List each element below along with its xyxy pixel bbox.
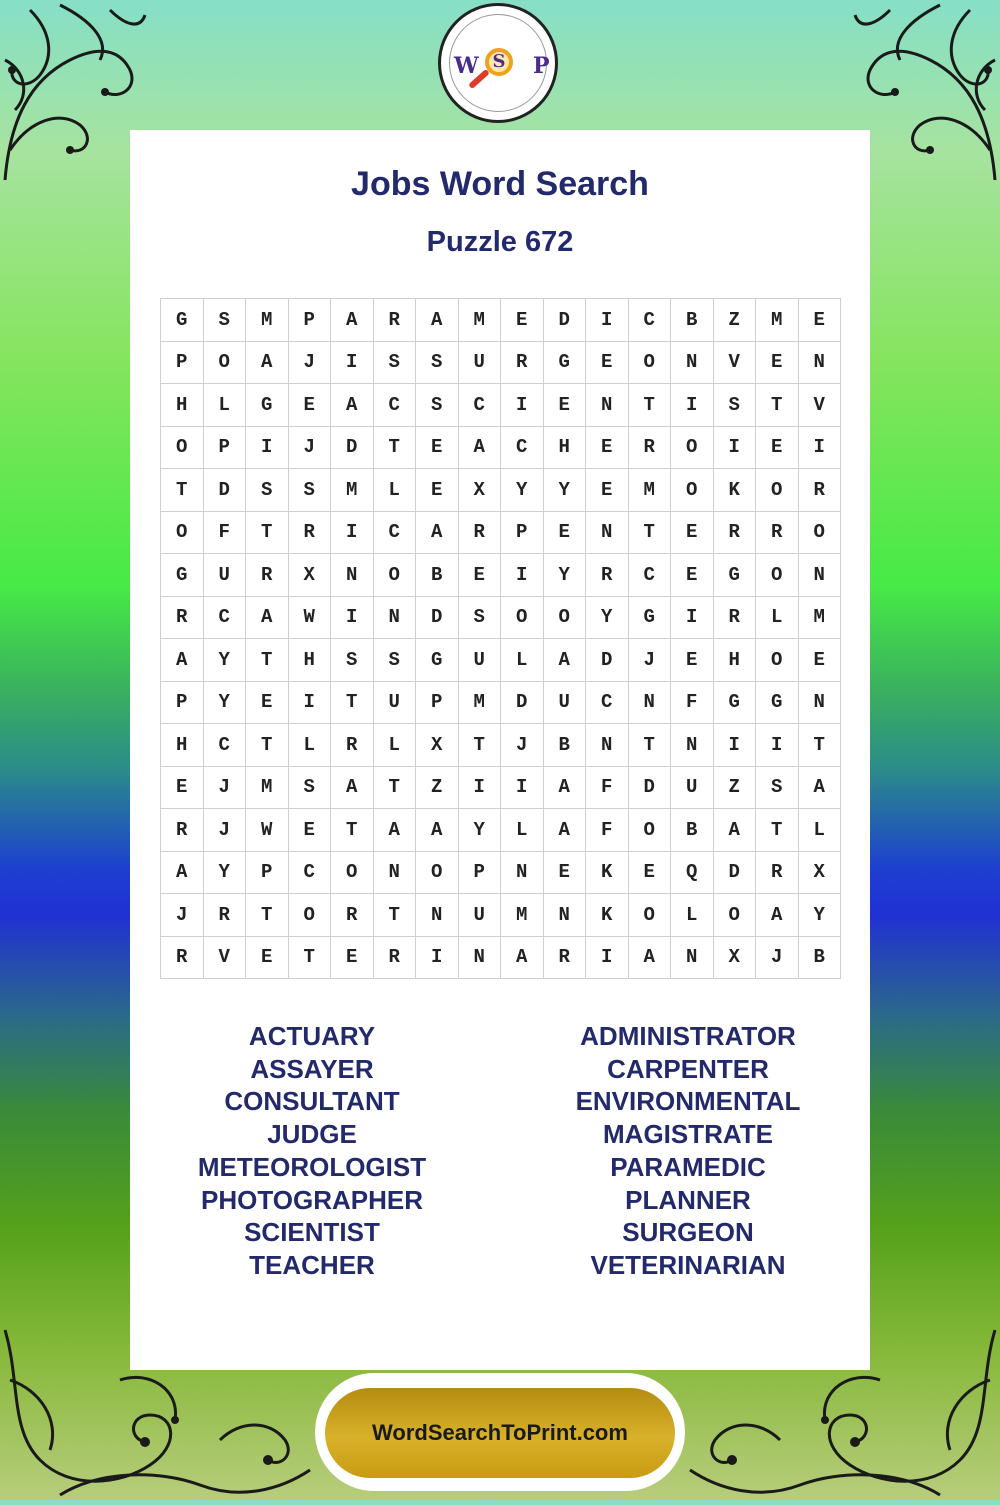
grid-cell[interactable]: L <box>501 639 544 682</box>
grid-cell[interactable]: P <box>246 852 289 895</box>
grid-cell[interactable]: X <box>289 554 332 597</box>
grid-cell[interactable]: D <box>501 682 544 725</box>
word-list-item: ENVIRONMENTAL <box>575 1086 801 1117</box>
grid-cell[interactable]: Y <box>204 682 247 725</box>
grid-cell[interactable]: O <box>331 852 374 895</box>
grid-cell[interactable]: U <box>671 767 714 810</box>
grid-cell[interactable]: A <box>416 512 459 555</box>
grid-cell[interactable]: N <box>331 554 374 597</box>
grid-cell[interactable]: S <box>289 767 332 810</box>
grid-cell[interactable]: M <box>246 767 289 810</box>
grid-cell[interactable]: I <box>671 384 714 427</box>
grid-cell[interactable]: R <box>756 852 799 895</box>
grid-cell[interactable]: M <box>501 894 544 937</box>
word-list-item: PLANNER <box>625 1184 751 1215</box>
grid-cell[interactable]: R <box>501 342 544 385</box>
grid-cell[interactable]: T <box>374 427 417 470</box>
grid-cell[interactable]: L <box>671 894 714 937</box>
letter-grid[interactable] <box>160 298 841 979</box>
grid-cell[interactable]: S <box>374 639 417 682</box>
grid-cell[interactable]: D <box>714 852 757 895</box>
grid-cell[interactable]: T <box>374 767 417 810</box>
grid-cell[interactable]: J <box>289 427 332 470</box>
grid-cell[interactable]: G <box>629 597 672 640</box>
grid-cell[interactable]: F <box>586 767 629 810</box>
grid-cell[interactable]: R <box>289 512 332 555</box>
grid-cell[interactable]: U <box>204 554 247 597</box>
grid-cell[interactable]: O <box>756 554 799 597</box>
grid-cell[interactable]: Y <box>799 894 842 937</box>
grid-cell[interactable]: C <box>629 299 672 342</box>
page-title: Jobs Word Search <box>351 165 649 203</box>
grid-cell[interactable]: Q <box>671 852 714 895</box>
grid-cell[interactable]: N <box>586 512 629 555</box>
grid-cell[interactable]: I <box>331 342 374 385</box>
grid-cell[interactable]: U <box>374 682 417 725</box>
grid-cell[interactable]: J <box>289 342 332 385</box>
grid-cell[interactable]: C <box>374 512 417 555</box>
grid-cell[interactable]: I <box>416 937 459 980</box>
grid-cell[interactable]: E <box>459 554 502 597</box>
grid-cell[interactable]: A <box>629 937 672 980</box>
grid-cell[interactable]: E <box>799 639 842 682</box>
grid-cell[interactable]: Y <box>501 469 544 512</box>
grid-cell[interactable]: T <box>629 384 672 427</box>
word-list-item: SCIENTIST <box>244 1217 380 1248</box>
grid-cell[interactable]: W <box>289 597 332 640</box>
grid-cell[interactable]: O <box>756 469 799 512</box>
grid-cell[interactable]: T <box>756 384 799 427</box>
grid-cell[interactable]: A <box>416 809 459 852</box>
grid-cell[interactable]: L <box>289 724 332 767</box>
grid-cell[interactable]: Y <box>204 852 247 895</box>
grid-cell[interactable]: N <box>544 894 587 937</box>
word-list-item: ACTUARY <box>248 1021 376 1051</box>
grid-cell[interactable]: G <box>416 639 459 682</box>
wsp-logo[interactable] <box>438 3 558 123</box>
word-list-left <box>147 1020 477 1282</box>
grid-cell[interactable]: J <box>204 809 247 852</box>
grid-cell[interactable]: E <box>544 512 587 555</box>
grid-cell[interactable]: G <box>756 682 799 725</box>
grid-cell[interactable]: R <box>756 512 799 555</box>
word-list-item: TEACHER <box>249 1249 375 1280</box>
grid-cell[interactable]: I <box>671 597 714 640</box>
grid-cell[interactable]: R <box>544 937 587 980</box>
corner-ornament-top-left <box>0 0 150 190</box>
grid-cell[interactable]: V <box>204 937 247 980</box>
word-list-item: PHOTOGRAPHER <box>201 1184 423 1215</box>
grid-cell[interactable]: F <box>204 512 247 555</box>
grid-cell[interactable]: E <box>161 767 204 810</box>
puzzle-number: Puzzle 672 <box>426 226 574 258</box>
grid-cell[interactable]: G <box>714 554 757 597</box>
word-list-item: JUDGE <box>267 1119 357 1150</box>
grid-cell[interactable]: E <box>799 299 842 342</box>
grid-cell[interactable]: G <box>161 299 204 342</box>
grid-cell[interactable]: N <box>416 894 459 937</box>
grid-cell[interactable]: R <box>459 512 502 555</box>
grid-cell[interactable]: E <box>671 554 714 597</box>
grid-cell[interactable]: J <box>161 894 204 937</box>
grid-cell[interactable]: B <box>544 724 587 767</box>
grid-cell[interactable]: U <box>459 639 502 682</box>
grid-cell[interactable]: R <box>161 937 204 980</box>
grid-cell[interactable]: D <box>204 469 247 512</box>
grid-cell[interactable]: L <box>374 724 417 767</box>
grid-cell[interactable]: A <box>756 894 799 937</box>
grid-cell[interactable]: E <box>671 639 714 682</box>
grid-cell[interactable]: E <box>331 937 374 980</box>
grid-cell[interactable]: L <box>799 809 842 852</box>
grid-cell[interactable]: E <box>416 427 459 470</box>
grid-cell[interactable]: S <box>416 342 459 385</box>
grid-cell[interactable]: O <box>756 639 799 682</box>
logo-letter-w: W <box>454 53 479 79</box>
grid-cell[interactable]: M <box>459 299 502 342</box>
grid-cell[interactable]: A <box>544 809 587 852</box>
grid-cell[interactable]: A <box>331 299 374 342</box>
grid-cell[interactable]: R <box>331 724 374 767</box>
word-list-item: MAGISTRATE <box>603 1119 773 1150</box>
grid-cell[interactable]: K <box>714 469 757 512</box>
grid-cell[interactable]: O <box>629 809 672 852</box>
grid-cell[interactable]: C <box>586 682 629 725</box>
grid-cell[interactable]: R <box>374 299 417 342</box>
grid-cell[interactable]: T <box>799 724 842 767</box>
grid-cell[interactable]: J <box>204 767 247 810</box>
grid-cell[interactable]: A <box>246 342 289 385</box>
grid-cell[interactable]: T <box>289 937 332 980</box>
grid-cell[interactable]: N <box>629 682 672 725</box>
grid-cell[interactable]: P <box>501 512 544 555</box>
grid-cell[interactable]: A <box>544 639 587 682</box>
grid-cell[interactable]: A <box>161 639 204 682</box>
grid-cell[interactable]: B <box>799 937 842 980</box>
grid-cell[interactable]: O <box>501 597 544 640</box>
grid-cell[interactable]: E <box>246 682 289 725</box>
grid-cell[interactable]: R <box>586 554 629 597</box>
logo-letter-s: S <box>492 51 506 72</box>
grid-cell[interactable]: I <box>331 512 374 555</box>
grid-cell[interactable]: G <box>161 554 204 597</box>
grid-cell[interactable]: Y <box>544 554 587 597</box>
grid-cell[interactable]: T <box>161 469 204 512</box>
grid-cell[interactable]: E <box>586 427 629 470</box>
grid-cell[interactable]: N <box>586 724 629 767</box>
grid-cell[interactable]: H <box>544 427 587 470</box>
grid-cell[interactable]: N <box>671 724 714 767</box>
grid-cell[interactable]: Z <box>714 767 757 810</box>
grid-cell[interactable]: O <box>671 427 714 470</box>
grid-cell[interactable]: T <box>246 724 289 767</box>
grid-cell[interactable]: O <box>629 894 672 937</box>
grid-cell[interactable]: O <box>204 342 247 385</box>
grid-cell[interactable]: R <box>161 597 204 640</box>
grid-cell[interactable]: A <box>374 809 417 852</box>
grid-cell[interactable]: S <box>416 384 459 427</box>
grid-cell[interactable]: S <box>289 469 332 512</box>
grid-cell[interactable]: Z <box>714 299 757 342</box>
grid-cell[interactable]: I <box>586 937 629 980</box>
grid-cell[interactable]: T <box>331 809 374 852</box>
grid-cell[interactable]: B <box>416 554 459 597</box>
grid-cell[interactable]: O <box>161 512 204 555</box>
grid-cell[interactable]: A <box>714 809 757 852</box>
grid-cell[interactable]: T <box>331 682 374 725</box>
grid-cell[interactable]: G <box>544 342 587 385</box>
grid-cell[interactable]: K <box>586 894 629 937</box>
grid-cell[interactable]: T <box>374 894 417 937</box>
grid-cell[interactable]: O <box>374 554 417 597</box>
grid-cell[interactable]: T <box>459 724 502 767</box>
grid-cell[interactable]: R <box>204 894 247 937</box>
grid-cell[interactable]: G <box>246 384 289 427</box>
grid-cell[interactable]: C <box>204 724 247 767</box>
grid-cell[interactable]: P <box>161 342 204 385</box>
grid-cell[interactable]: G <box>714 682 757 725</box>
grid-cell[interactable]: V <box>799 384 842 427</box>
grid-cell[interactable]: R <box>161 809 204 852</box>
grid-cell[interactable]: Z <box>416 767 459 810</box>
grid-cell[interactable]: R <box>714 512 757 555</box>
grid-cell[interactable]: Y <box>459 809 502 852</box>
grid-cell[interactable]: Y <box>586 597 629 640</box>
grid-cell[interactable]: S <box>756 767 799 810</box>
grid-cell[interactable]: N <box>586 384 629 427</box>
grid-cell[interactable]: P <box>161 682 204 725</box>
word-list-item: ASSAYER <box>250 1053 374 1084</box>
grid-cell[interactable]: C <box>374 384 417 427</box>
grid-cell[interactable]: L <box>501 809 544 852</box>
grid-cell[interactable]: I <box>501 384 544 427</box>
grid-cell[interactable]: C <box>204 597 247 640</box>
site-link-button[interactable] <box>325 1388 675 1478</box>
grid-cell[interactable]: E <box>756 427 799 470</box>
grid-cell[interactable]: O <box>416 852 459 895</box>
grid-cell[interactable]: D <box>331 427 374 470</box>
grid-cell[interactable]: H <box>161 724 204 767</box>
grid-cell[interactable]: P <box>416 682 459 725</box>
grid-cell[interactable]: I <box>756 724 799 767</box>
grid-cell[interactable]: F <box>586 809 629 852</box>
grid-cell[interactable]: D <box>629 767 672 810</box>
word-list-right <box>523 1020 853 1282</box>
grid-cell[interactable]: A <box>544 767 587 810</box>
grid-cell[interactable]: U <box>459 894 502 937</box>
grid-cell[interactable]: E <box>544 852 587 895</box>
grid-cell[interactable]: R <box>629 427 672 470</box>
grid-cell[interactable]: J <box>501 724 544 767</box>
grid-cell[interactable]: X <box>714 937 757 980</box>
grid-cell[interactable]: I <box>714 427 757 470</box>
grid-cell[interactable]: K <box>586 852 629 895</box>
grid-cell[interactable]: T <box>629 512 672 555</box>
grid-cell[interactable]: T <box>246 639 289 682</box>
grid-cell[interactable]: J <box>756 937 799 980</box>
grid-cell[interactable]: C <box>459 384 502 427</box>
grid-cell[interactable]: O <box>544 597 587 640</box>
grid-cell[interactable]: L <box>756 597 799 640</box>
grid-cell[interactable]: E <box>289 809 332 852</box>
grid-cell[interactable]: N <box>799 554 842 597</box>
grid-cell[interactable]: S <box>714 384 757 427</box>
grid-cell[interactable]: O <box>671 469 714 512</box>
grid-cell[interactable]: B <box>671 299 714 342</box>
grid-cell[interactable]: U <box>544 682 587 725</box>
grid-cell[interactable]: D <box>586 639 629 682</box>
grid-cell[interactable]: I <box>459 767 502 810</box>
grid-cell[interactable]: C <box>629 554 672 597</box>
grid-cell[interactable]: E <box>289 384 332 427</box>
grid-cell[interactable]: S <box>459 597 502 640</box>
grid-cell[interactable]: P <box>204 427 247 470</box>
site-link-label: WordSearchToPrint.com <box>372 1420 628 1445</box>
grid-cell[interactable]: E <box>586 342 629 385</box>
grid-cell[interactable]: I <box>501 554 544 597</box>
grid-cell[interactable]: Y <box>544 469 587 512</box>
grid-cell[interactable]: D <box>544 299 587 342</box>
grid-cell[interactable]: I <box>331 597 374 640</box>
word-list-item: ADMINISTRATOR <box>580 1021 796 1051</box>
grid-cell[interactable]: E <box>246 937 289 980</box>
grid-cell[interactable]: A <box>501 937 544 980</box>
grid-cell[interactable]: C <box>289 852 332 895</box>
grid-cell[interactable]: N <box>799 342 842 385</box>
grid-cell[interactable]: T <box>246 894 289 937</box>
grid-cell[interactable]: X <box>416 724 459 767</box>
grid-cell[interactable]: O <box>289 894 332 937</box>
grid-cell[interactable]: S <box>331 639 374 682</box>
grid-cell[interactable]: E <box>756 342 799 385</box>
grid-cell[interactable]: D <box>416 597 459 640</box>
grid-cell[interactable]: Y <box>204 639 247 682</box>
grid-cell[interactable]: V <box>714 342 757 385</box>
grid-cell[interactable]: R <box>799 469 842 512</box>
grid-cell[interactable]: A <box>246 597 289 640</box>
grid-cell[interactable]: E <box>501 299 544 342</box>
grid-cell[interactable]: A <box>799 767 842 810</box>
logo-letter-p: P <box>533 53 550 79</box>
grid-cell[interactable]: J <box>629 639 672 682</box>
grid-cell[interactable]: M <box>799 597 842 640</box>
magnifier-icon <box>485 48 513 76</box>
grid-cell[interactable]: T <box>629 724 672 767</box>
grid-cell[interactable]: M <box>629 469 672 512</box>
grid-cell[interactable]: I <box>586 299 629 342</box>
grid-cell[interactable]: O <box>799 512 842 555</box>
grid-cell[interactable]: O <box>714 894 757 937</box>
grid-cell[interactable]: A <box>331 767 374 810</box>
grid-cell[interactable]: L <box>374 469 417 512</box>
word-list-item: METEOROLOGIST <box>197 1151 427 1182</box>
grid-cell[interactable]: E <box>671 512 714 555</box>
grid-cell[interactable]: E <box>586 469 629 512</box>
grid-cell[interactable]: I <box>246 427 289 470</box>
grid-cell[interactable]: E <box>416 469 459 512</box>
word-list-item: VETERINARIAN <box>590 1249 786 1280</box>
grid-cell[interactable]: A <box>161 852 204 895</box>
grid-cell[interactable]: T <box>246 512 289 555</box>
grid-cell[interactable]: N <box>459 937 502 980</box>
grid-cell[interactable]: M <box>459 682 502 725</box>
corner-ornament-top-right <box>850 0 1000 190</box>
grid-cell[interactable]: M <box>331 469 374 512</box>
grid-cell[interactable]: H <box>289 639 332 682</box>
grid-cell[interactable]: U <box>459 342 502 385</box>
grid-cell[interactable]: M <box>246 299 289 342</box>
grid-cell[interactable]: S <box>204 299 247 342</box>
grid-cell[interactable]: R <box>374 937 417 980</box>
grid-cell[interactable]: R <box>331 894 374 937</box>
grid-cell[interactable]: N <box>671 937 714 980</box>
grid-cell[interactable]: P <box>459 852 502 895</box>
grid-cell[interactable]: E <box>629 852 672 895</box>
grid-cell[interactable]: O <box>161 427 204 470</box>
grid-cell[interactable]: C <box>501 427 544 470</box>
grid-cell[interactable]: I <box>799 427 842 470</box>
grid-cell[interactable]: X <box>459 469 502 512</box>
grid-cell[interactable]: H <box>714 639 757 682</box>
grid-cell[interactable]: N <box>374 852 417 895</box>
word-list-item: CONSULTANT <box>224 1086 400 1117</box>
grid-cell[interactable]: N <box>374 597 417 640</box>
grid-cell[interactable]: H <box>161 384 204 427</box>
grid-cell[interactable]: M <box>756 299 799 342</box>
grid-cell[interactable]: A <box>459 427 502 470</box>
grid-cell[interactable]: T <box>756 809 799 852</box>
grid-cell[interactable]: O <box>629 342 672 385</box>
grid-cell[interactable]: W <box>246 809 289 852</box>
grid-cell[interactable]: P <box>289 299 332 342</box>
grid-cell[interactable]: N <box>799 682 842 725</box>
grid-cell[interactable]: F <box>671 682 714 725</box>
grid-cell[interactable]: E <box>544 384 587 427</box>
flourish-icon <box>0 0 150 190</box>
grid-cell[interactable]: X <box>799 852 842 895</box>
grid-cell[interactable]: R <box>246 554 289 597</box>
grid-cell[interactable]: N <box>671 342 714 385</box>
grid-cell[interactable]: S <box>246 469 289 512</box>
grid-cell[interactable]: I <box>289 682 332 725</box>
grid-cell[interactable]: A <box>331 384 374 427</box>
grid-cell[interactable]: I <box>714 724 757 767</box>
word-list-item: PARAMEDIC <box>610 1151 766 1182</box>
grid-cell[interactable]: L <box>204 384 247 427</box>
grid-cell[interactable]: B <box>671 809 714 852</box>
grid-cell[interactable]: R <box>714 597 757 640</box>
grid-cell[interactable]: I <box>501 767 544 810</box>
word-list-item: CARPENTER <box>607 1053 769 1084</box>
grid-cell[interactable]: A <box>416 299 459 342</box>
grid-cell[interactable]: N <box>501 852 544 895</box>
flourish-icon <box>850 0 1000 190</box>
word-list-item: SURGEON <box>622 1217 754 1248</box>
grid-cell[interactable]: S <box>374 342 417 385</box>
